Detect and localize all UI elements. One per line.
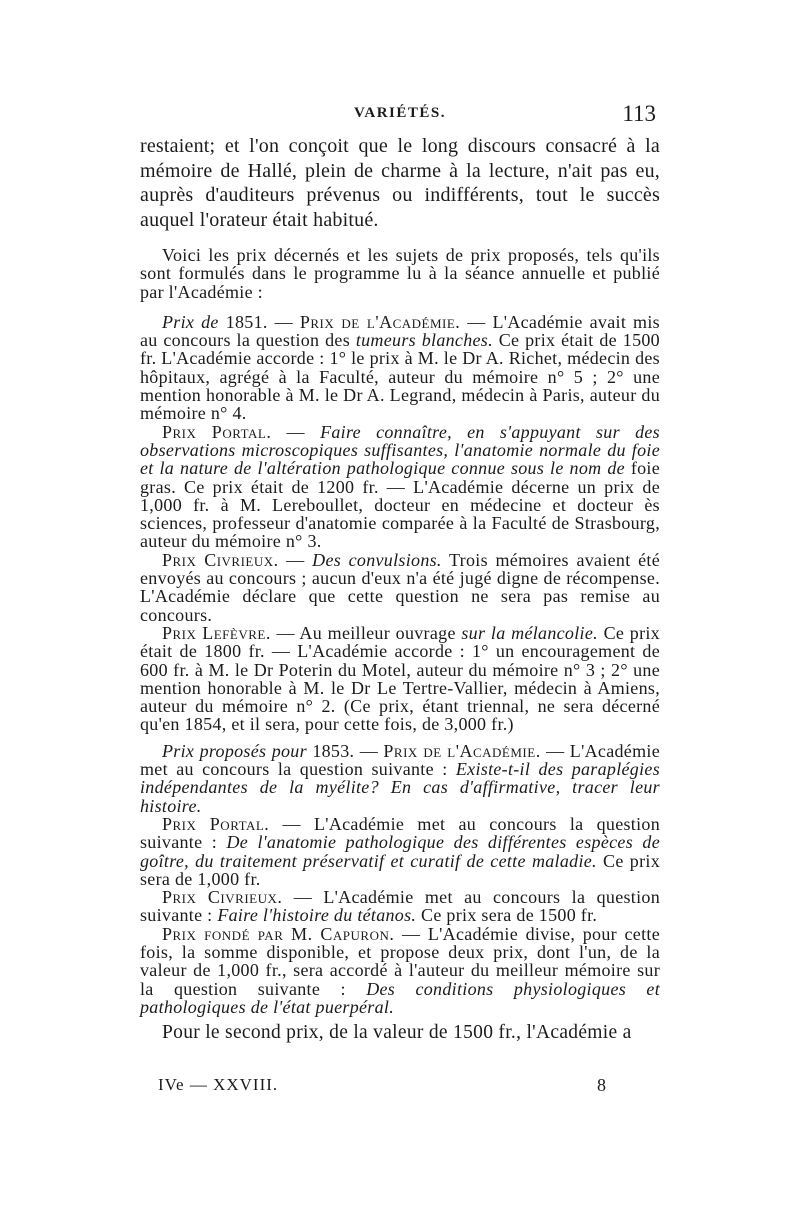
prize-topic: De l'anatomie pathologique des différentes espèces de goître, du traitement préservatif et curatif de cette maladie. xyxy=(140,832,660,871)
prix-1853-portal xyxy=(140,815,660,888)
prize-name: Prix fondé par M. Capuron. xyxy=(162,923,395,944)
prize-text: Ce prix était de 1800 fr. — L'Académie accorde : 1° un encouragement de 600 fr. à M. le Dr Poterin du Motel, auteur du mémoire n° 3 ; 2° une mention honorable à M. le Dr Le Tertre-Vallier, médecin à Amiens, auteur du mémoire n° 2. (Ce prix, étant triennal, ne sera décerné qu'en 1854, et il sera, pour cette fois, de 3,000 fr.) xyxy=(140,622,660,735)
prize-intro: — L'Académie avait mis au concours la question des xyxy=(140,311,660,351)
prize-text: Ce prix était de 1500 fr. L'Académie accorde : 1° le prix à M. le Dr A. Richet, médecin des hôpitaux, agrégé à la Faculté, auteur du mémoire n° 5 ; 2° une mention honorable à M. le Dr A. Legrand, médecin à Paris, auteur du mémoire n° 4. xyxy=(140,330,660,424)
prize-text: — L'Académie met au concours la question suivante : xyxy=(140,740,660,780)
intro-paragraph: Voici les prix décernés et les sujets de prix proposés, tels qu'ils sont formulés dans le programme lu à la séance annuelle et publié par l'Académie : xyxy=(140,245,660,302)
year: 1853. xyxy=(312,740,355,761)
prize-value: Ce prix sera de 1,000 fr. xyxy=(140,850,660,889)
sheet-number: 8 xyxy=(597,1075,606,1095)
signature-mark: IVe — XXVIII. xyxy=(158,1075,279,1094)
prize-text: — L'Académie divise, pour cette fois, la somme disponible, et propose deux prix, dont l'un, de la valeur de 1,000 fr., sera accordé à l'auteur du meilleur mémoire sur la question suivante : xyxy=(140,923,660,999)
prize-topic: sur la mélancolie. xyxy=(461,622,598,643)
prix-1853-civrieux xyxy=(140,888,660,925)
year: 1851. xyxy=(225,311,268,332)
prize-name: Prix de l'Académie. xyxy=(383,740,541,761)
prize-name: Prix de l'Académie. xyxy=(299,311,461,332)
prize-value: Ce prix sera de 1500 fr. xyxy=(421,905,598,926)
prize-name: Prix Civrieux. xyxy=(162,549,279,570)
prize-topic: Des conditions physiologiques et pathologiques de l'état puerpéral. xyxy=(140,978,661,1017)
prize-intro: — Au meilleur ouvrage xyxy=(276,622,456,643)
opening-paragraph: restaient; et l'on conçoit que le long discours consacré à la mémoire de Hallé, plein de charme à la lecture, n'ait pas eu, auprès d'auditeurs prévenus ou indifférents, tout le succès auquel l'orateur était habitué. xyxy=(140,135,660,231)
prize-name: Prix Lefèvre. xyxy=(162,622,271,643)
prix-1853-capuron xyxy=(140,925,660,1016)
prize-topic: Des convulsions. xyxy=(312,549,442,570)
page-header xyxy=(140,103,660,133)
page-number: 113 xyxy=(622,101,656,126)
page-footer xyxy=(140,1075,660,1101)
prize-text: — L'Académie met au concours la question suivante : xyxy=(140,813,660,853)
running-title: VARIÉTÉS. xyxy=(353,105,446,121)
page-body xyxy=(140,134,660,1044)
prize-topic: Existe-t-il des paraplégies indépendantes de la myélite? En cas d'affirmative, tracer leur histoire. xyxy=(140,759,660,816)
prix-1851-portal: Prix Portal. — Faire connaître, en s'appuyant sur des observations microscopiques suffisantes, l'anatomie normale du foie et la nature de l'altération pathologique connue sous le nom de foie gras. Ce prix était de 1200 fr. — L'Académie décerne un prix de 1,000 fr. à M. Lereboullet, docteur en médecine et docteur ès sciences, professeur d'anatomie comparée à la Faculté de Strasbourg, auteur du mémoire n° 3. xyxy=(140,421,660,552)
prize-text: foie gras. Ce prix était de 1200 fr. — L'Académie décerne un prix de 1,000 fr. à M. Lereboullet, docteur en médecine et docteur ès sciences, professeur d'anatomie comparée à la Faculté de Strasbourg, auteur du mémoire n° 3. xyxy=(140,458,660,552)
prize-topic: tumeurs blanches. xyxy=(355,330,493,351)
year-label: Prix de xyxy=(162,311,219,332)
prize-name: Prix Portal. xyxy=(162,813,270,834)
prize-text: Trois mémoires avaient été envoyés au concours ; aucun d'eux n'a été jugé digne de récompense. L'Académie déclare que cette question ne sera pas remise au concours. xyxy=(140,549,660,625)
prix-1851-civrieux: Prix Civrieux. — Des convulsions. Trois mémoires avaient été envoyés au concours ; aucun d'eux n'a été jugé digne de récompense. L'Académie déclare que cette question ne sera pas remise au concours. xyxy=(140,549,660,625)
prize-name: Prix Portal. xyxy=(162,421,272,442)
closing-line: Pour le second prix, de la valeur de 1500 fr., l'Académie a xyxy=(162,1022,632,1044)
prize-name: Prix Civrieux. xyxy=(162,887,283,908)
prize-topic: Faire connaître, en s'appuyant sur des observations microscopiques suffisantes, l'anatomie normale du foie et la nature de l'altération pathologique connue sous le nom de xyxy=(140,421,660,479)
year-label: Prix proposés pour xyxy=(162,740,307,761)
prize-topic: Faire l'histoire du tétanos. xyxy=(217,905,417,926)
prix-1851-lefevre xyxy=(140,624,660,734)
prix-1851-academie: Prix de 1851. — Prix de l'Académie. — L'Académie avait mis au concours la question des tumeurs blanches. Ce prix était de 1500 fr. L'Académie accorde : 1° le prix à M. le Dr A. Richet, médecin des hôpitaux, agrégé à la Faculté, auteur du mémoire n° 5 ; 2° une mention honorable à M. le Dr A. Legrand, médecin à Paris, auteur du mémoire n° 4. xyxy=(140,311,660,424)
prize-text: — L'Académie met au concours la question suivante : xyxy=(140,887,660,926)
prix-1853-academie: Prix proposés pour 1853. — Prix de l'Académie. — L'Académie met au concours la question suivante : Existe-t-il des paraplégies indépendantes de la myélite? En cas d'affirmative, tracer leur histoire. xyxy=(140,740,660,816)
